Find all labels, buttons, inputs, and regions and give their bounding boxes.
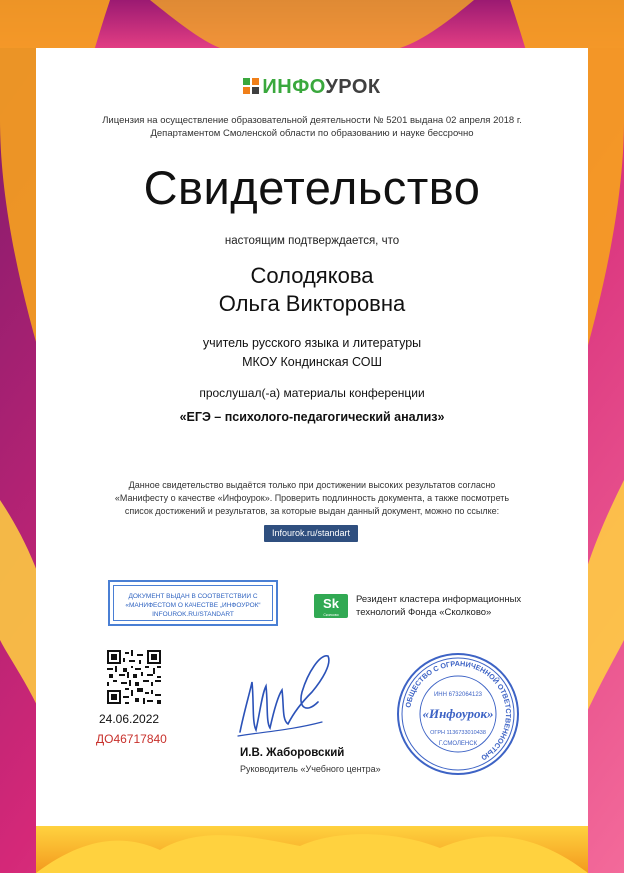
license-text: Лицензия на осуществление образовательной деятельности № 5201 выдана 02 апреля 2018 г. Департаментом Смоленской области по образованию и науке бессрочно: [102, 115, 522, 139]
recipient-details: [0, 334, 624, 372]
skolkovo-logo: [314, 594, 348, 618]
seal-inn: ИНН 6732064123: [433, 692, 483, 698]
manifest-line-1: ДОКУМЕНТ ВЫДАН В СООТВЕТСТВИИ С: [128, 593, 258, 600]
seal-ring-text: ОБЩЕСТВО С ОГРАНИЧЕННОЙ ОТВЕТСТВЕННОСТЬЮ: [403, 658, 514, 763]
standart-link[interactable]: Infourok.ru/standart: [264, 525, 358, 542]
issue-date: 24.06.2022: [99, 712, 160, 726]
skolkovo-text: [356, 593, 521, 619]
manifest-line-2: «МАНИФЕСТОМ О КАЧЕСТВЕ „ИНФОУРОК“: [125, 602, 261, 609]
manifest-stamp-inner: [113, 585, 273, 621]
certificate-title: Свидетельство: [143, 161, 481, 214]
verification-note: Данное свидетельство выдаётся только при достижении высоких результатов согласно «Манифесту о качестве «Инфоурок». Проверить подлинность документа, а также посмотреть список достижений и результатов, за которые выдан данный документ, можно по ссылке:: [114, 480, 510, 516]
seal-ogrn: ОГРН 1136733010438: [430, 730, 486, 736]
recipient-name: [0, 262, 624, 318]
recipient-surname: Солодякова: [250, 263, 374, 288]
signer-role: Руководитель «Учебного центра»: [240, 764, 381, 774]
signer-name: И.В. Жаборовский: [240, 747, 345, 759]
logo-part-urok: УРОК: [325, 76, 381, 98]
seal-city: Г.СМОЛЕНСК: [438, 741, 478, 747]
manifest-line-3: INFOUROK.RU/STANDART: [152, 611, 234, 618]
recipient-given-names: Ольга Викторовна: [218, 291, 406, 316]
confirm-text: настоящим подтверждается, что: [224, 235, 400, 247]
company-seal: [396, 652, 520, 776]
event-title: «ЕГЭ – психолого-педагогический анализ»: [179, 410, 445, 424]
seal-center-text: «Инфоурок»: [422, 706, 494, 721]
manifest-stamp: [108, 580, 278, 626]
logo-part-info: ИНФО: [262, 76, 326, 98]
document-code: ДО46717840: [96, 732, 167, 746]
signature: [232, 652, 342, 747]
qr-code[interactable]: [107, 650, 161, 704]
listened-text: прослушал(-а) материалы конференции: [199, 386, 425, 400]
recipient-position: учитель русского языка и литературы: [202, 336, 422, 350]
skolkovo-line-1: Резидент кластера информационных: [356, 594, 522, 605]
infourok-logo-icon: [243, 78, 259, 94]
skolkovo-logo-caption: Сколково: [323, 613, 339, 617]
skolkovo-logo-mark: Sk: [323, 596, 339, 611]
infourok-logo: [0, 76, 624, 99]
skolkovo-line-2: технологий Фонда «Сколково»: [356, 607, 492, 618]
recipient-organization: МКОУ Кондинская СОШ: [242, 355, 382, 369]
